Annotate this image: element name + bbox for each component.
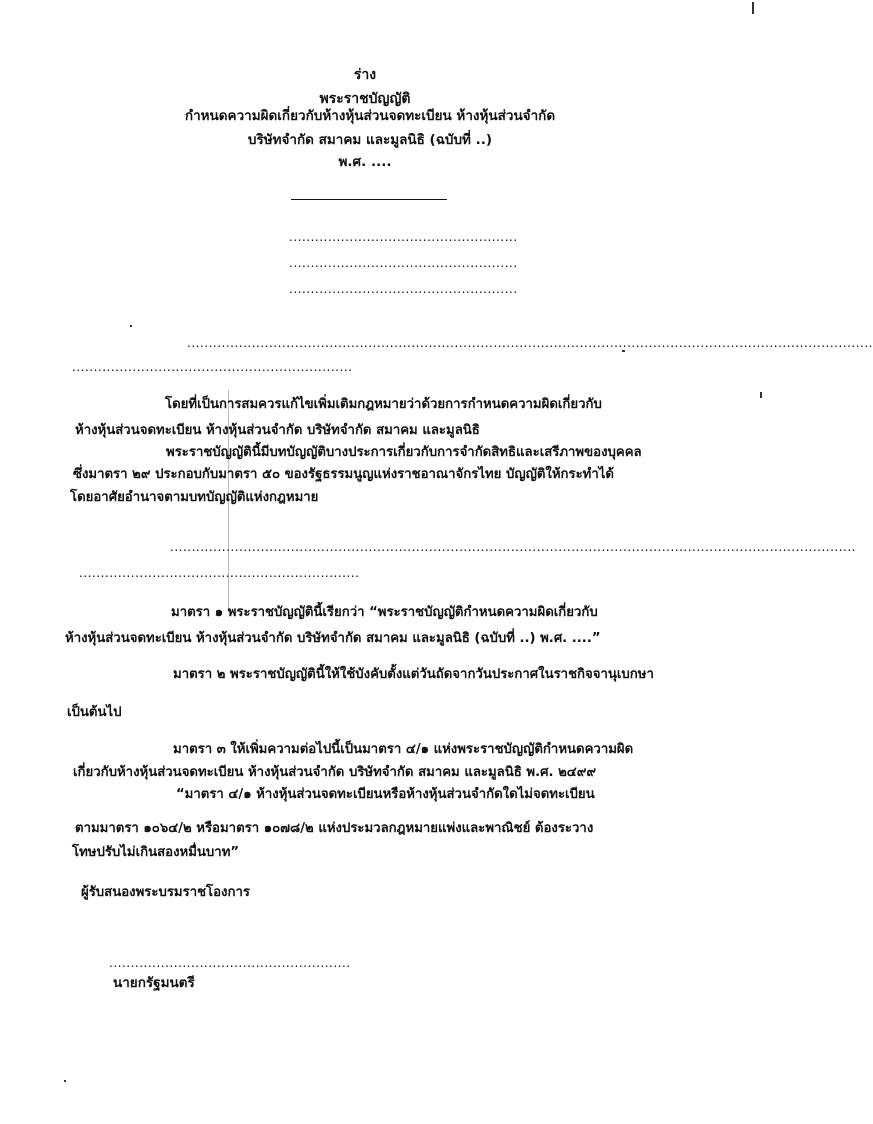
preamble-paragraph2-line3: โดยอาศัยอำนาจตามบทบัญญัติแห่งกฎหมาย bbox=[70, 490, 319, 505]
preamble-dots-line: ............................................................................................................................................................... bbox=[187, 336, 873, 350]
preamble-dots-line: ............................................................................................................................................................... bbox=[170, 540, 856, 554]
pm-title: นายกรัฐมนตรี bbox=[113, 975, 195, 991]
scan-speck bbox=[64, 1080, 66, 1082]
pm-signature-dots: ........................................................ bbox=[109, 956, 351, 970]
act-label: พระราชบัญญัติ bbox=[319, 91, 411, 107]
preamble-dots-line: ................................................................. bbox=[79, 566, 360, 580]
signature-dots-line: ..................................................... bbox=[289, 230, 518, 244]
act-title-line1: กำหนดความผิดเกี่ยวกับห้างหุ้นส่วนจดทะเบียน ห้างหุ้นส่วนจำกัด bbox=[184, 108, 556, 124]
section2-line2: เป็นต้นไป bbox=[67, 705, 122, 720]
signature-dots-line: ..................................................... bbox=[289, 256, 518, 270]
scan-speck bbox=[622, 350, 625, 352]
section1-line2: ห้างหุ้นส่วนจดทะเบียน ห้างหุ้นส่วนจำกัด บริษัทจำกัด สมาคม และมูลนิธิ (ฉบับที่ ..) พ.ศ. ....” bbox=[65, 631, 601, 646]
countersign-label: ผู้รับสนองพระบรมราชโองการ bbox=[81, 885, 250, 900]
scan-speck bbox=[760, 392, 762, 398]
draft-label: ร่าง bbox=[353, 67, 377, 83]
act-year: พ.ศ. .... bbox=[338, 154, 392, 170]
section2-line1: มาตรา ๒ พระราชบัญญัตินี้ให้ใช้บังคับตั้งแต่วันถัดจากวันประกาศในราชกิจจานุเบกษา bbox=[173, 667, 654, 682]
section3-quote-line3: โทษปรับไม่เกินสองหมื่นบาท” bbox=[72, 845, 240, 860]
scan-speck bbox=[752, 2, 754, 14]
preamble-dots-line: ................................................................. bbox=[72, 360, 353, 374]
header-divider bbox=[291, 199, 447, 200]
section3-line2: เกี่ยวกับห้างหุ้นส่วนจดทะเบียน ห้างหุ้นส่วนจำกัด บริษัทจำกัด สมาคม และมูลนิธิ พ.ศ. ๒๔๙๙ bbox=[73, 765, 597, 780]
section1-line1: มาตรา ๑ พระราชบัญญัตินี้เรียกว่า “พระราชบัญญัติกำหนดความผิดเกี่ยวกับ bbox=[171, 605, 598, 620]
section3-quote-line2: ตามมาตรา ๑๐๖๔/๒ หรือมาตรา ๑๐๗๘/๒ แห่งประมวลกฎหมายแพ่งและพาณิชย์ ต้องระวาง bbox=[75, 821, 594, 836]
section3-quote-line1: “มาตรา ๔/๑ ห้างหุ้นส่วนจดทะเบียนหรือห้างหุ้นส่วนจำกัดใดไม่จดทะเบียน bbox=[176, 787, 595, 802]
signature-dots-line: ..................................................... bbox=[289, 282, 518, 296]
preamble-paragraph2-line2: ซึ่งมาตรา ๒๙ ประกอบกับมาตรา ๕๐ ของรัฐธรรมนูญแห่งราชอาณาจักรไทย บัญญัติให้กระทำได้ bbox=[73, 467, 614, 482]
preamble-paragraph1-line1: โดยที่เป็นการสมควรแก้ไขเพิ่มเติมกฎหมายว่าด้วยการกำหนดความผิดเกี่ยวกับ bbox=[165, 397, 602, 412]
section3-line1: มาตรา ๓ ให้เพิ่มความต่อไปนี้เป็นมาตรา ๔/๑ แห่งพระราชบัญญัติกำหนดความผิด bbox=[173, 742, 634, 757]
preamble-paragraph2-line1: พระราชบัญญัตินี้มีบทบัญญัติบางประการเกี่ยวกับการจำกัดสิทธิและเสรีภาพของบุคคล bbox=[166, 445, 642, 460]
preamble-paragraph1-line2: ห้างหุ้นส่วนจดทะเบียน ห้างหุ้นส่วนจำกัด บริษัทจำกัด สมาคม และมูลนิธิ bbox=[75, 423, 480, 438]
scan-speck bbox=[130, 325, 132, 327]
act-title-line2: บริษัทจำกัด สมาคม และมูลนิธิ (ฉบับที่ ..) bbox=[247, 132, 493, 148]
